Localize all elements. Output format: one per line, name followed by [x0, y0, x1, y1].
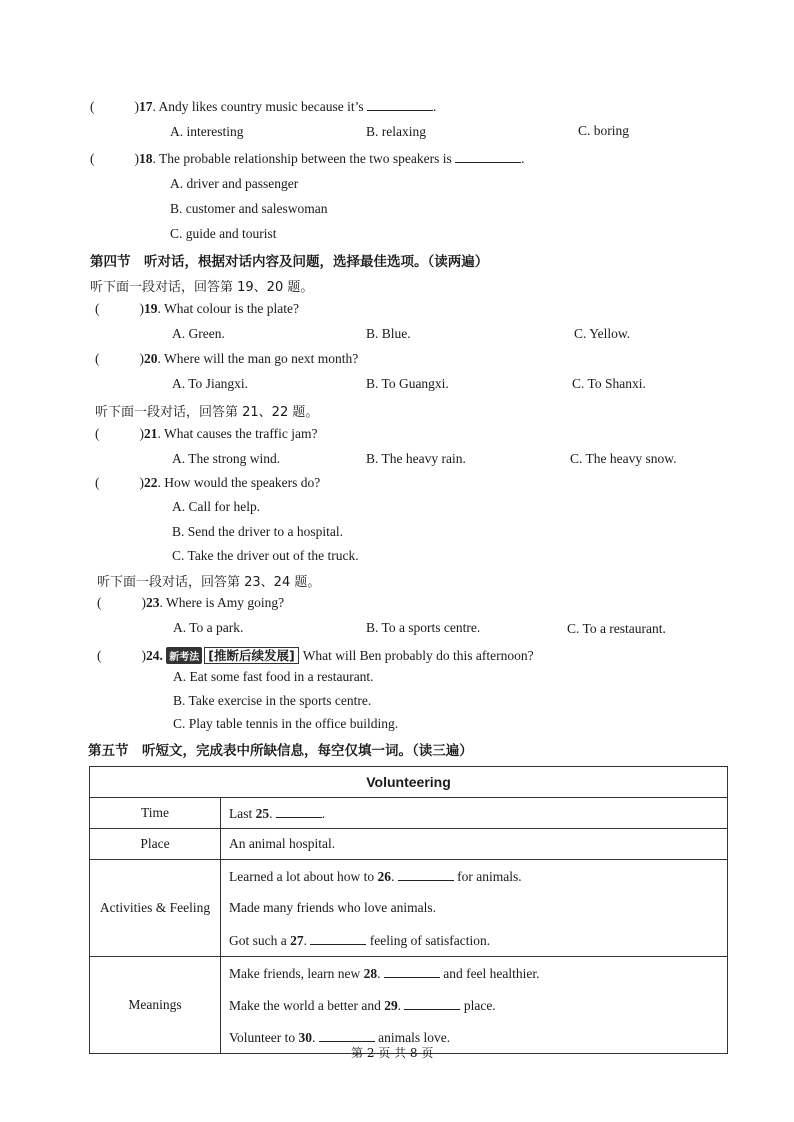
text: animals love. [374, 1029, 451, 1045]
option-a: A. The strong wind. [172, 451, 281, 466]
section-4-intro-1: 听下面一段对话，回答第 19、20 题。 [90, 280, 314, 295]
question-22 [95, 475, 320, 491]
table-row-time [90, 798, 728, 829]
answer-paren-open: ( [97, 648, 102, 663]
question-18 [90, 150, 525, 167]
meaning-1: Make friends, learn new 28. and feel healthier. [221, 957, 728, 990]
option-b: B. To a sports centre. [366, 620, 481, 635]
row-label-place: Place [90, 829, 221, 860]
answer-paren-close: ) [134, 99, 139, 114]
option-c: C. Yellow. [574, 326, 631, 341]
blank-number: 27 [290, 932, 304, 948]
answer-paren-open: ( [90, 151, 95, 166]
option-b: B. customer and saleswoman [170, 201, 328, 216]
question-stem: . How would the speakers do? [157, 475, 321, 490]
question-number: 22 [144, 475, 158, 490]
text: Make the world a better and [229, 997, 385, 1013]
question-number: 19 [144, 301, 158, 316]
question-24: ( )24. 新考法 [推断后续发展] What will Ben probably do this afternoon? [97, 648, 534, 663]
question-stem: . Andy likes country music because it’s [152, 99, 364, 114]
question-17 [90, 98, 436, 115]
option-c: C. boring [578, 123, 630, 138]
table-row-meanings [90, 957, 728, 990]
answer-blank[interactable] [367, 98, 433, 111]
question-stem: . What colour is the plate? [157, 301, 299, 316]
option-c: C. Play table tennis in the office building. [173, 716, 399, 731]
question-number: 24 [146, 648, 160, 663]
blank-28[interactable] [384, 965, 440, 978]
row-content-place: An animal hospital. [221, 829, 728, 860]
answer-paren-close: ) [139, 426, 144, 441]
option-c: C. Take the driver out of the truck. [172, 548, 359, 563]
blank-26[interactable] [398, 868, 454, 881]
answer-paren-open: ( [95, 426, 100, 441]
option-a: A. Eat some fast food in a restaurant. [173, 669, 374, 684]
activity-1: Learned a lot about how to 26. for animals. [221, 860, 728, 893]
blank-30[interactable] [319, 1029, 375, 1042]
blank-number: 29 [384, 997, 398, 1013]
question-19 [95, 301, 299, 317]
question-stem: . The probable relationship between the two speakers is [152, 151, 452, 166]
section-4-intro-3: 听下面一段对话，回答第 23、24 题。 [97, 575, 321, 590]
question-number: 18 [139, 151, 153, 166]
question-21 [95, 426, 317, 442]
table-title: Volunteering [90, 767, 728, 798]
question-number: 23 [146, 595, 160, 610]
text: Make friends, learn new [229, 965, 364, 981]
answer-paren-open: ( [95, 351, 100, 366]
section-4-intro-2: 听下面一段对话，回答第 21、22 题。 [95, 405, 319, 420]
table-row-activities [90, 860, 728, 893]
stem-end: . [521, 151, 525, 166]
row-label-activities: Activities & Feeling [90, 860, 221, 957]
row-content-time: Last 25. . [221, 798, 728, 829]
option-c: C. To Shanxi. [572, 376, 646, 391]
section-5-title: 第五节 听短文，完成表中所缺信息，每空仅填一词。（读三遍） [88, 743, 473, 759]
meaning-2: Make the world a better and 29. place. [221, 989, 728, 1021]
section-4-title: 第四节 听对话，根据对话内容及问题，选择最佳选项。（读两遍） [90, 254, 489, 270]
text: and feel healthier. [439, 965, 540, 981]
option-b: B. Take exercise in the sports centre. [173, 693, 372, 708]
answer-paren-close: ) [139, 351, 144, 366]
answer-paren-open: ( [97, 595, 102, 610]
answer-paren-close: ) [139, 301, 144, 316]
question-stem: . Where is Amy going? [159, 595, 285, 610]
text: Last [229, 805, 256, 821]
option-a: A. driver and passenger [170, 176, 299, 191]
answer-paren-close: ) [134, 151, 139, 166]
option-b: B. The heavy rain. [366, 451, 466, 466]
question-20 [95, 351, 358, 367]
text: Volunteer to [229, 1029, 299, 1045]
blank-29[interactable] [404, 997, 460, 1010]
answer-paren-close: ) [139, 475, 144, 490]
answer-paren-close: ) [141, 595, 146, 610]
option-a: A. Call for help. [172, 499, 261, 514]
question-stem: What will Ben probably do this afternoon? [302, 648, 534, 663]
page-footer: 第 2 页 共 8 页 [351, 1046, 434, 1060]
blank-25[interactable] [276, 805, 322, 818]
answer-paren-open: ( [95, 301, 100, 316]
question-number: 17 [139, 99, 153, 114]
option-b: B. To Guangxi. [366, 376, 449, 391]
option-a: A. To Jiangxi. [172, 376, 249, 391]
volunteering-table [89, 766, 728, 1054]
option-a: A. Green. [172, 326, 225, 341]
activity-3: Got such a 27. feeling of satisfaction. [221, 924, 728, 957]
text: for animals. [453, 868, 522, 884]
answer-blank[interactable] [455, 150, 521, 163]
answer-paren-open: ( [90, 99, 95, 114]
blank-27[interactable] [310, 932, 366, 945]
answer-paren-close: ) [141, 648, 146, 663]
blank-number: 30 [298, 1029, 312, 1045]
text: Got such a [229, 932, 291, 948]
stem-end: . [432, 99, 437, 114]
option-c: C. The heavy snow. [570, 451, 677, 466]
activity-2: Made many friends who love animals. [221, 892, 728, 924]
option-b: B. relaxing [366, 124, 426, 139]
option-b: B. Send the driver to a hospital. [172, 524, 343, 539]
row-label-time: Time [90, 798, 221, 829]
question-tag: [推断后续发展] [204, 647, 298, 664]
table-row-place [90, 829, 728, 860]
option-b: B. Blue. [366, 326, 411, 341]
text: Learned a lot about how to [229, 868, 378, 884]
question-number: 20 [144, 351, 158, 366]
answer-paren-open: ( [95, 475, 100, 490]
blank-number: 26 [377, 868, 391, 884]
option-a: A. interesting [170, 124, 244, 139]
option-c: C. guide and tourist [170, 226, 277, 241]
text: place. [460, 997, 496, 1013]
option-a: A. To a park. [173, 620, 244, 635]
new-method-badge: 新考法 [166, 647, 202, 664]
question-number: 21 [144, 426, 158, 441]
row-label-meanings: Meanings [90, 957, 221, 1054]
blank-number: 28 [363, 965, 378, 981]
question-stem: . Where will the man go next month? [157, 351, 359, 366]
meaning-3: Volunteer to 30. animals love. [221, 1021, 728, 1054]
blank-number: 25 [255, 805, 270, 821]
option-c: C. To a restaurant. [567, 621, 666, 636]
question-23 [97, 595, 284, 611]
text: feeling of satisfaction. [366, 932, 491, 948]
question-stem: . What causes the traffic jam? [157, 426, 318, 441]
